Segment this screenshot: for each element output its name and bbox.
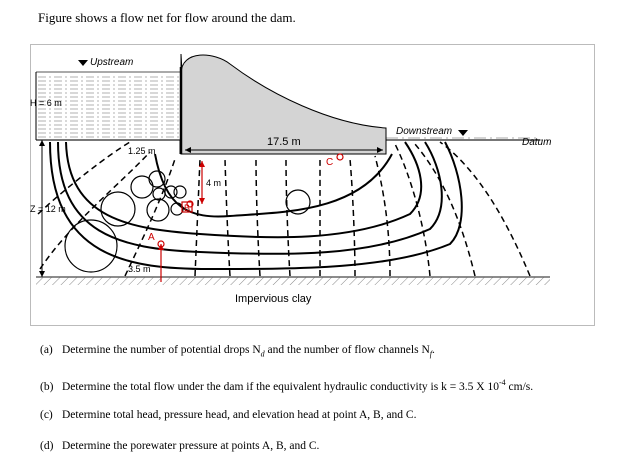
point-c-label: C bbox=[326, 157, 334, 168]
dam-width-label: 17.5 m bbox=[267, 136, 301, 148]
dim-125-label: 1.25 m bbox=[128, 146, 156, 156]
point-markers bbox=[158, 154, 343, 282]
question-c: (c) Determine total head, pressure head, and elevation head at point A, B, and C. bbox=[40, 409, 417, 421]
question-a: (a) Determine the number of potential drops $N_d$ and the number of flow channels $N_f$. bbox=[40, 344, 435, 359]
flow-net-figure bbox=[30, 44, 595, 326]
clay-label: Impervious clay bbox=[235, 293, 312, 305]
downstream-label: Downstream bbox=[396, 126, 453, 137]
depth-label: Z = 12 m bbox=[30, 204, 66, 214]
head-label: H = 6 m bbox=[30, 98, 62, 108]
upstream-label: Upstream bbox=[90, 57, 134, 68]
point-b-label: B bbox=[184, 203, 191, 213]
intro-text: Figure shows a flow net for flow around the dam. bbox=[38, 10, 296, 25]
impervious-clay-hatch bbox=[36, 277, 550, 285]
flow-net-circles bbox=[65, 171, 310, 272]
datum-label: Datum bbox=[522, 137, 552, 148]
dim-4-label: 4 m bbox=[206, 178, 222, 188]
question-b: (b) Determine the total flow under the dam if the equivalent hydraulic conductivity is k = 3.5 X $10^{-4}$ cm/s. bbox=[40, 378, 534, 393]
dim-35-label: 3.5 m bbox=[128, 264, 151, 274]
point-a-label: A bbox=[148, 232, 155, 243]
downstream-marker-icon bbox=[458, 130, 468, 136]
question-d: (d) Determine the porewater pressure at points A, B, and C. bbox=[40, 440, 320, 452]
upstream-marker-icon bbox=[78, 60, 88, 66]
